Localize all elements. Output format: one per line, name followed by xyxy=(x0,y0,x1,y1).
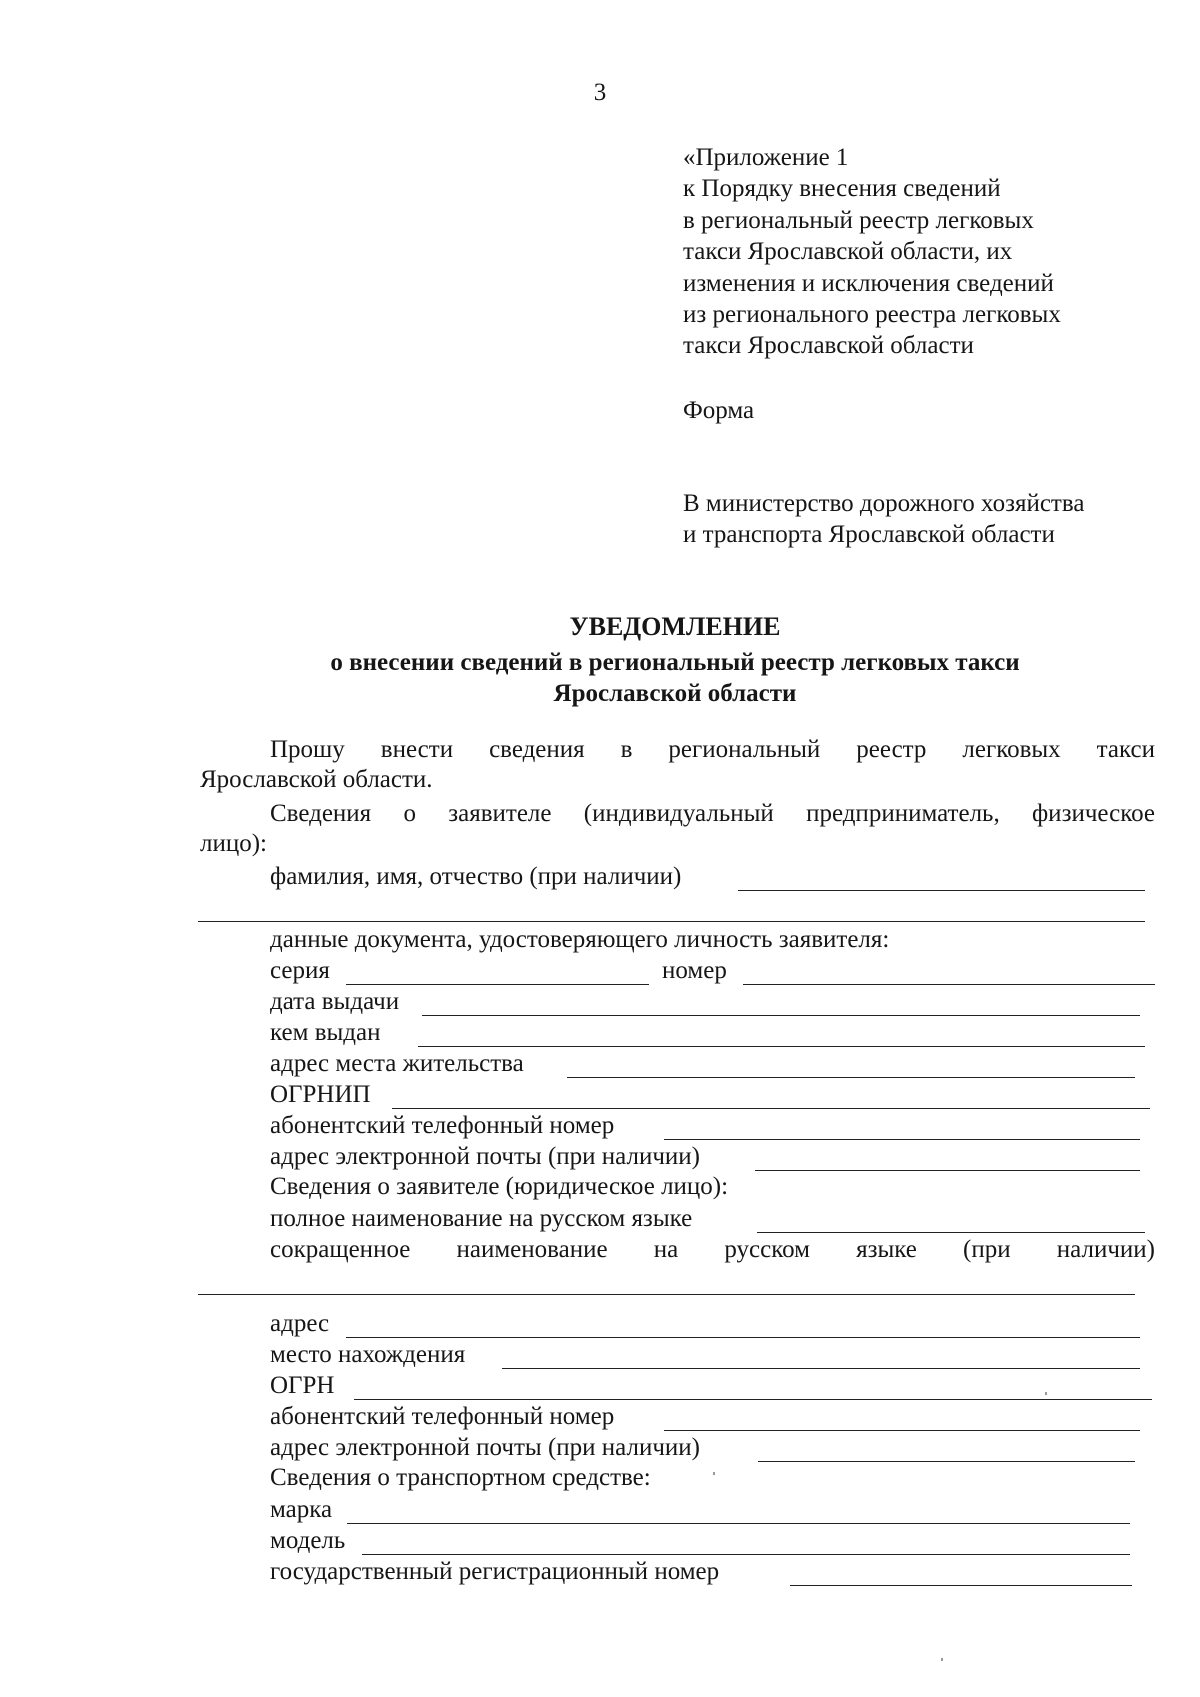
scan-speck xyxy=(713,1472,715,1475)
ogrn-label: ОГРН xyxy=(270,1372,335,1399)
request-text-cont: Ярославской области. xyxy=(200,766,433,793)
full-name-label: фамилия, имя, отчество (при наличии) xyxy=(270,863,682,890)
addressee-line: В министерство дорожного хозяйства xyxy=(683,490,1085,517)
residence-field[interactable] xyxy=(567,1077,1135,1078)
ogrn-field[interactable] xyxy=(354,1399,1152,1400)
issued-by-label: кем выдан xyxy=(270,1019,381,1046)
ogrn-row xyxy=(270,1370,1152,1401)
request-text: Прошу внести сведения в региональный реестр легковых такси xyxy=(270,736,1155,763)
model-row xyxy=(270,1525,1130,1556)
appendix-line: изменения и исключения сведений xyxy=(683,269,1054,297)
subtitle-line: о внесении сведений в региональный реестр легковых такси xyxy=(330,649,1020,676)
org-email-row xyxy=(270,1432,1135,1463)
addressee-line: и транспорта Ярославской области xyxy=(683,521,1055,548)
plate-field[interactable] xyxy=(790,1585,1132,1586)
series-number-row xyxy=(270,955,1155,986)
plate-label: государственный регистрационный номер xyxy=(270,1558,720,1585)
org-phone-field[interactable] xyxy=(664,1430,1140,1431)
id-document-label: данные документа, удостоверяющего личность заявителя: xyxy=(270,926,890,953)
full-name-row xyxy=(270,861,1145,892)
email-row xyxy=(270,1141,1140,1172)
issued-by-field[interactable] xyxy=(418,1046,1145,1047)
form-label: Форма xyxy=(683,397,755,424)
ogrnip-label: ОГРНИП xyxy=(270,1081,371,1108)
full-org-name-label: полное наименование на русском языке xyxy=(270,1205,693,1232)
org-phone-label: абонентский телефонный номер xyxy=(270,1403,615,1430)
ogrnip-row xyxy=(270,1079,1150,1110)
number-field[interactable] xyxy=(743,984,1155,985)
email-label: адрес электронной почты (при наличии) xyxy=(270,1143,700,1170)
appendix-line: в региональный реестр легковых xyxy=(683,206,1034,234)
document-subtitle xyxy=(0,647,1200,709)
model-field[interactable] xyxy=(362,1554,1130,1555)
location-field[interactable] xyxy=(502,1368,1140,1369)
residence-row xyxy=(270,1048,1135,1079)
issue-date-label: дата выдачи xyxy=(270,988,400,1015)
issued-by-row xyxy=(270,1017,1145,1048)
address-field[interactable] xyxy=(346,1337,1140,1338)
appendix-line: из регионального реестра легковых xyxy=(683,301,1061,329)
address-row xyxy=(270,1308,1140,1339)
issue-date-row xyxy=(270,986,1140,1017)
org-email-field[interactable] xyxy=(758,1461,1135,1462)
subtitle-line: Ярославской области xyxy=(553,680,797,707)
short-org-name-field[interactable] xyxy=(198,1294,1135,1295)
org-email-label: адрес электронной почты (при наличии) xyxy=(270,1434,700,1461)
ogrnip-field[interactable] xyxy=(392,1108,1150,1109)
individual-heading: Сведения о заявителе (индивидуальный предприниматель, физическое xyxy=(270,800,1155,827)
email-field[interactable] xyxy=(755,1170,1140,1171)
location-label: место нахождения xyxy=(270,1341,466,1368)
number-label: номер xyxy=(662,957,727,984)
appendix-caption xyxy=(683,142,1061,362)
document-title: УВЕДОМЛЕНИЕ xyxy=(569,612,781,641)
appendix-line: «Приложение 1 xyxy=(683,144,849,171)
full-name-field[interactable] xyxy=(738,890,1145,891)
full-name-field-cont[interactable] xyxy=(198,921,1145,922)
phone-row xyxy=(270,1110,1140,1141)
plate-row xyxy=(270,1556,1132,1587)
short-org-name-label: сокращенное наименование на русском языке (при наличии) xyxy=(270,1236,1155,1263)
appendix-line: такси Ярославской области, их xyxy=(683,238,1013,266)
brand-label: марка xyxy=(270,1496,333,1523)
individual-heading-cont: лицо): xyxy=(200,830,268,857)
org-phone-row xyxy=(270,1401,1140,1432)
legal-heading: Сведения о заявителе (юридическое лицо): xyxy=(270,1173,729,1200)
address-label: адрес xyxy=(270,1310,330,1337)
issue-date-field[interactable] xyxy=(422,1015,1140,1016)
model-label: модель xyxy=(270,1527,346,1554)
appendix-line: такси Ярославской области xyxy=(683,332,974,360)
scan-speck xyxy=(941,1658,943,1661)
location-row xyxy=(270,1339,1140,1370)
phone-label: абонентский телефонный номер xyxy=(270,1112,615,1139)
scan-speck xyxy=(1045,1392,1047,1395)
series-label: серия xyxy=(270,957,330,984)
full-org-name-field[interactable] xyxy=(757,1232,1145,1233)
page-number: 3 xyxy=(593,79,607,106)
brand-row xyxy=(270,1494,1130,1525)
brand-field[interactable] xyxy=(347,1523,1130,1524)
phone-field[interactable] xyxy=(664,1139,1140,1140)
full-org-name-row xyxy=(270,1203,1145,1234)
appendix-line: к Порядку внесения сведений xyxy=(683,175,1001,203)
addressee xyxy=(683,488,1084,550)
series-field[interactable] xyxy=(346,984,649,985)
vehicle-heading: Сведения о транспортном средстве: xyxy=(270,1464,651,1491)
residence-label: адрес места жительства xyxy=(270,1050,524,1077)
